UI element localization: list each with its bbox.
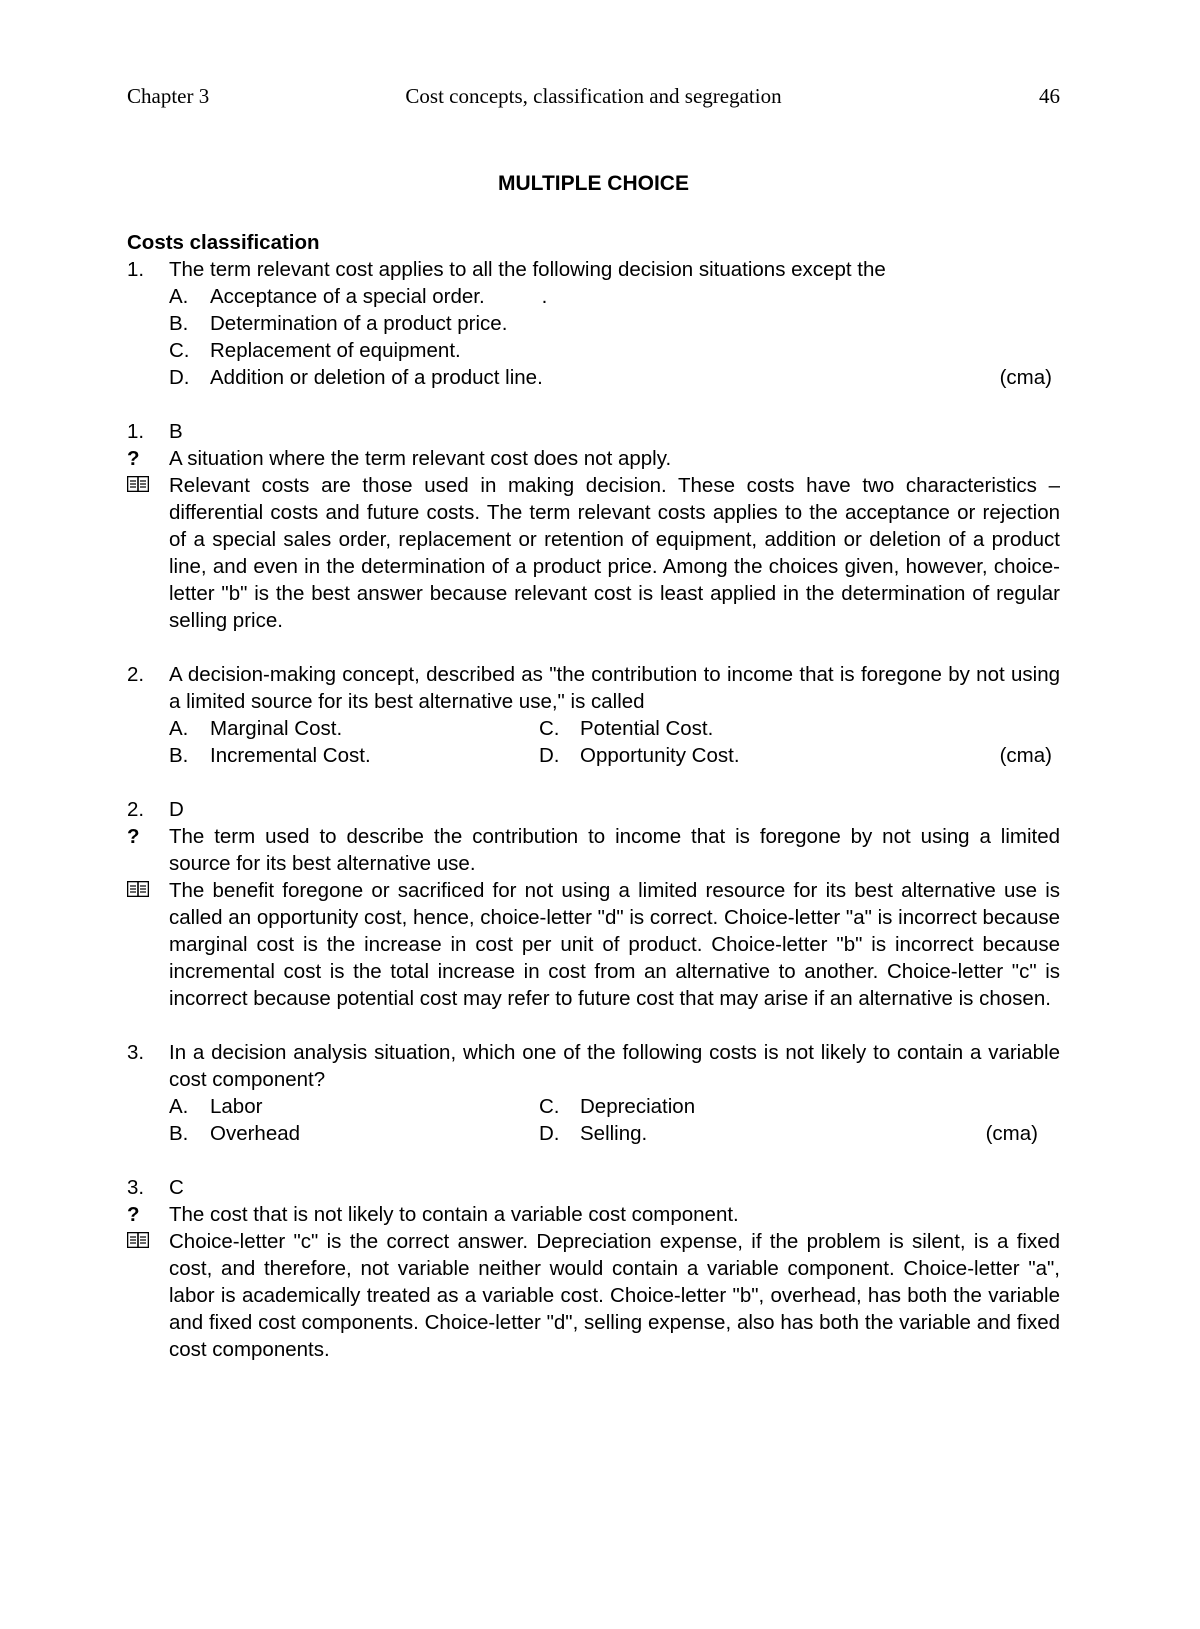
choice-text: Labor bbox=[210, 1095, 263, 1118]
question-text: A decision-making concept, described as "the contribution to income that is foregone by not using a limited source for its best alternative use," is called bbox=[169, 663, 1060, 713]
question-mark-icon: ? bbox=[127, 1203, 140, 1226]
choice-letter: B. bbox=[169, 744, 189, 767]
choice-c bbox=[539, 715, 713, 742]
choice-a bbox=[169, 715, 342, 742]
answer-2 bbox=[127, 796, 1060, 1012]
choice-b bbox=[169, 1120, 300, 1147]
restated-question bbox=[127, 823, 1060, 877]
restated-question bbox=[127, 445, 1060, 472]
choice-letter: D. bbox=[169, 366, 190, 389]
question-2 bbox=[127, 661, 1060, 769]
answer-3 bbox=[127, 1174, 1060, 1363]
choice-d bbox=[539, 742, 740, 769]
choice-letter: B. bbox=[169, 1122, 189, 1145]
answer-key bbox=[127, 1174, 1060, 1201]
choice-b bbox=[169, 742, 371, 769]
answer-key bbox=[127, 796, 1060, 823]
choice-text: Depreciation bbox=[580, 1095, 696, 1118]
choice-d bbox=[127, 364, 1060, 391]
explanation-text: Choice-letter "c" is the correct answer. Depreciation expense, if the problem is silent, is a fixed cost, and therefore, not variable neither would contain a variable component. Choice-letter "a", labor is academically treated as a variable cost. Choice-letter "b", overhead, has both the variable and fixed cost components. Choice-letter "d", selling expense, also has both the variable and fixed cost components. bbox=[169, 1230, 1060, 1361]
choice-letter: D. bbox=[539, 1122, 560, 1145]
choice-letter: A. bbox=[169, 717, 189, 740]
choice-a bbox=[127, 283, 1060, 310]
question-number: 1. bbox=[127, 258, 145, 281]
restated-question-text: The term used to describe the contribution to income that is foregone by not using a limited source for its best alternative use. bbox=[169, 825, 1060, 875]
section-heading: Costs classification bbox=[127, 231, 320, 254]
source-tag: (cma) bbox=[985, 1122, 1038, 1145]
choice-text: Determination of a product price. bbox=[210, 312, 508, 335]
choice-c bbox=[539, 1093, 695, 1120]
choice-letter: A. bbox=[169, 285, 189, 308]
restated-question-text: The cost that is not likely to contain a variable cost component. bbox=[169, 1203, 739, 1226]
explanation bbox=[127, 877, 1060, 1012]
page-title: MULTIPLE CHOICE bbox=[498, 172, 689, 195]
explanation-text: The benefit foregone or sacrificed for not using a limited resource for its best alternative use is called an opportunity cost, hence, choice-letter "d" is correct. Choice-letter "a" is incorrect because marginal cost is the increase in cost per unit of product. Choice-letter "b" is incorrect because incremental cost is the total increase in cost from an alternative to another. Choice-letter "c" is incorrect because potential cost may refer to future cost that may arise if an alternative is chosen. bbox=[169, 879, 1060, 1010]
answer-1 bbox=[127, 418, 1060, 634]
answer-letter: D bbox=[169, 798, 184, 821]
choice-text: Replacement of equipment. bbox=[210, 339, 461, 362]
page-content bbox=[127, 170, 1060, 1363]
answer-number: 1. bbox=[127, 420, 145, 443]
question-mark-icon: ? bbox=[127, 447, 140, 470]
page-number: 46 bbox=[1039, 84, 1060, 108]
choice-text: Selling. bbox=[580, 1122, 648, 1145]
open-book-icon bbox=[127, 472, 149, 499]
restated-question bbox=[127, 1201, 1060, 1228]
answer-letter: B bbox=[169, 420, 183, 443]
question-text: In a decision analysis situation, which one of the following costs is not likely to contain a variable cost component? bbox=[169, 1041, 1060, 1091]
choice-grid bbox=[127, 1093, 1060, 1147]
question-number: 3. bbox=[127, 1041, 145, 1064]
question-stem bbox=[127, 661, 1060, 715]
choice-b bbox=[127, 310, 1060, 337]
question-number: 2. bbox=[127, 663, 145, 686]
question-1 bbox=[127, 256, 1060, 391]
answer-number: 3. bbox=[127, 1176, 145, 1199]
choice-text: Opportunity Cost. bbox=[580, 744, 740, 767]
source-tag: (cma) bbox=[999, 744, 1052, 767]
choice-letter: C. bbox=[169, 339, 190, 362]
choice-c bbox=[127, 337, 1060, 364]
explanation bbox=[127, 1228, 1060, 1363]
choice-text: Addition or deletion of a product line. bbox=[210, 366, 543, 389]
open-book-icon bbox=[127, 877, 149, 904]
question-3 bbox=[127, 1039, 1060, 1147]
question-stem bbox=[127, 1039, 1060, 1093]
choice-a bbox=[169, 1093, 262, 1120]
explanation-text: Relevant costs are those used in making decision. These costs have two characteristics – differential costs and future costs. The term relevant costs applies to the acceptance or rejection of a special sales order, replacement or retention of equipment, addition or deletion of a product line, and even in the determination of a product price. Among the choices given, however, choice-letter "b" is the best answer because relevant cost is least applied in the determination of regular selling price. bbox=[169, 474, 1060, 632]
question-stem bbox=[127, 256, 1060, 283]
choice-text: Overhead bbox=[210, 1122, 301, 1145]
question-mark-icon: ? bbox=[127, 825, 140, 848]
choice-text: Acceptance of a special order. . bbox=[210, 285, 548, 308]
choice-letter: B. bbox=[169, 312, 189, 335]
running-header bbox=[127, 84, 1060, 114]
chapter-title: Cost concepts, classification and segregation bbox=[405, 84, 782, 108]
choice-text: Incremental Cost. bbox=[210, 744, 371, 767]
question-text: The term relevant cost applies to all the following decision situations except the bbox=[169, 258, 886, 281]
answer-number: 2. bbox=[127, 798, 145, 821]
choice-letter: C. bbox=[539, 1095, 560, 1118]
choice-text: Marginal Cost. bbox=[210, 717, 343, 740]
answer-letter: C bbox=[169, 1176, 184, 1199]
choice-letter: C. bbox=[539, 717, 560, 740]
choice-text: Potential Cost. bbox=[580, 717, 714, 740]
open-book-icon bbox=[127, 1228, 149, 1255]
restated-question-text: A situation where the term relevant cost does not apply. bbox=[169, 447, 672, 470]
choice-letter: A. bbox=[169, 1095, 189, 1118]
choice-letter: D. bbox=[539, 744, 560, 767]
choice-grid bbox=[127, 715, 1060, 769]
source-tag: (cma) bbox=[999, 366, 1052, 389]
answer-key bbox=[127, 418, 1060, 445]
choice-d bbox=[539, 1120, 647, 1147]
explanation bbox=[127, 472, 1060, 634]
chapter-label: Chapter 3 bbox=[127, 84, 210, 108]
